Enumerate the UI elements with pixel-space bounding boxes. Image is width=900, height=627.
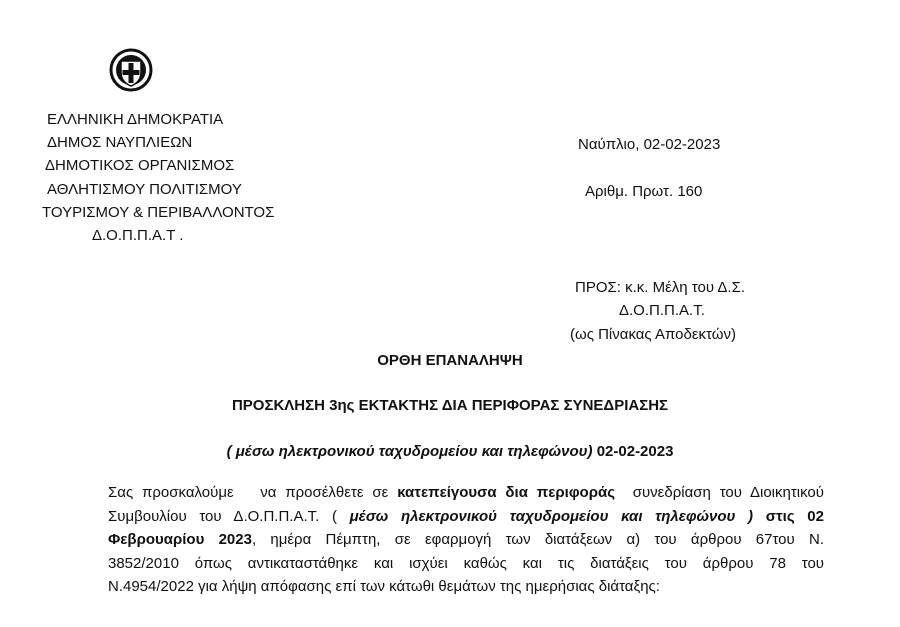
body-text: Σας προσκαλούμε να προσέλθετε σε [108,484,398,501]
recipients-org: Δ.Ο.Π.Π.Α.Τ. [619,302,705,319]
title-via [0,443,900,461]
body-line-5 [108,575,824,599]
coat-of-arms-icon [109,48,153,92]
body-text: , ημέρα Πέμπτη, σε εφαρμογή των διατάξεων α) του άρθρου 67του Ν. [251,531,824,548]
body-bold-italic-text: μέσω ηλεκτρονικού ταχυδρομείου και τηλεφώνου ) [349,507,766,525]
org-line-2: ΔΗΜΟΣ ΝΑΥΠΛΙΕΩΝ [47,134,193,151]
org-line-3: ΔΗΜΟΤΙΚΟΣ ΟΡΓΑΝΙΣΜΟΣ [45,157,235,174]
body-line-3 [108,528,824,552]
body-text: 3852/2010 όπως αντικαταστάθηκε και ισχύει καθώς και τις διατάξεις του άρθρου 78 του [108,554,824,572]
body-line-2 [108,505,824,529]
body-text: συνεδρίαση του Διοικητικού [615,484,824,501]
org-line-1: ΕΛΛΗΝΙΚΗ ΔΗΜΟΚΡΑΤΙΑ [47,111,224,128]
title-invitation: ΠΡΟΣΚΛΗΣΗ 3ης ΕΚΤΑΚΤΗΣ ΔΙΑ ΠΕΡΙΦΟΡΑΣ ΣΥΝΕΔΡΙΑΣΗΣ [231,397,669,414]
place-date: Ναύπλιο, 02-02-2023 [578,136,721,153]
body-bold-text: κατεπείγουσα δια περιφοράς [397,484,616,501]
body-paragraph [108,481,824,599]
body-text: Ν.4954/2022 για λήψη απόφασης επί των κάτωθι θεμάτων της ημερήσιας διάταξης: [108,578,660,595]
body-text: Συμβουλίου του Δ.Ο.Π.Π.Α.Τ. ( [108,507,350,525]
body-bold-text: στις 02 [765,507,824,525]
recipients-note: (ως Πίνακας Αποδεκτών) [570,326,736,343]
body-line-4 [108,552,824,576]
body-line-1 [108,481,824,505]
protocol-number: Αριθμ. Πρωτ. 160 [585,183,703,200]
org-line-4: ΑΘΛΗΤΙΣΜΟΥ ΠΟΛΙΤΙΣΜΟΥ [47,181,242,198]
title-via-italic: ( μέσω ηλεκτρονικού ταχυδρομείου και τηλεφώνου) [226,443,593,460]
recipients-to: ΠΡΟΣ: κ.κ. Μέλη του Δ.Σ. [575,279,746,296]
org-line-5: ΤΟΥΡΙΣΜΟΥ & ΠΕΡΙΒΑΛΛΟΝΤΟΣ [42,204,275,221]
title-repeat: ΟΡΘΗ ΕΠΑΝΑΛΗΨΗ [377,352,523,369]
org-line-6: Δ.Ο.Π.Π.Α.Τ . [92,227,184,244]
body-bold-text: Φεβρουαρίου 2023 [108,531,252,548]
title-via-date: 02-02-2023 [592,443,674,460]
